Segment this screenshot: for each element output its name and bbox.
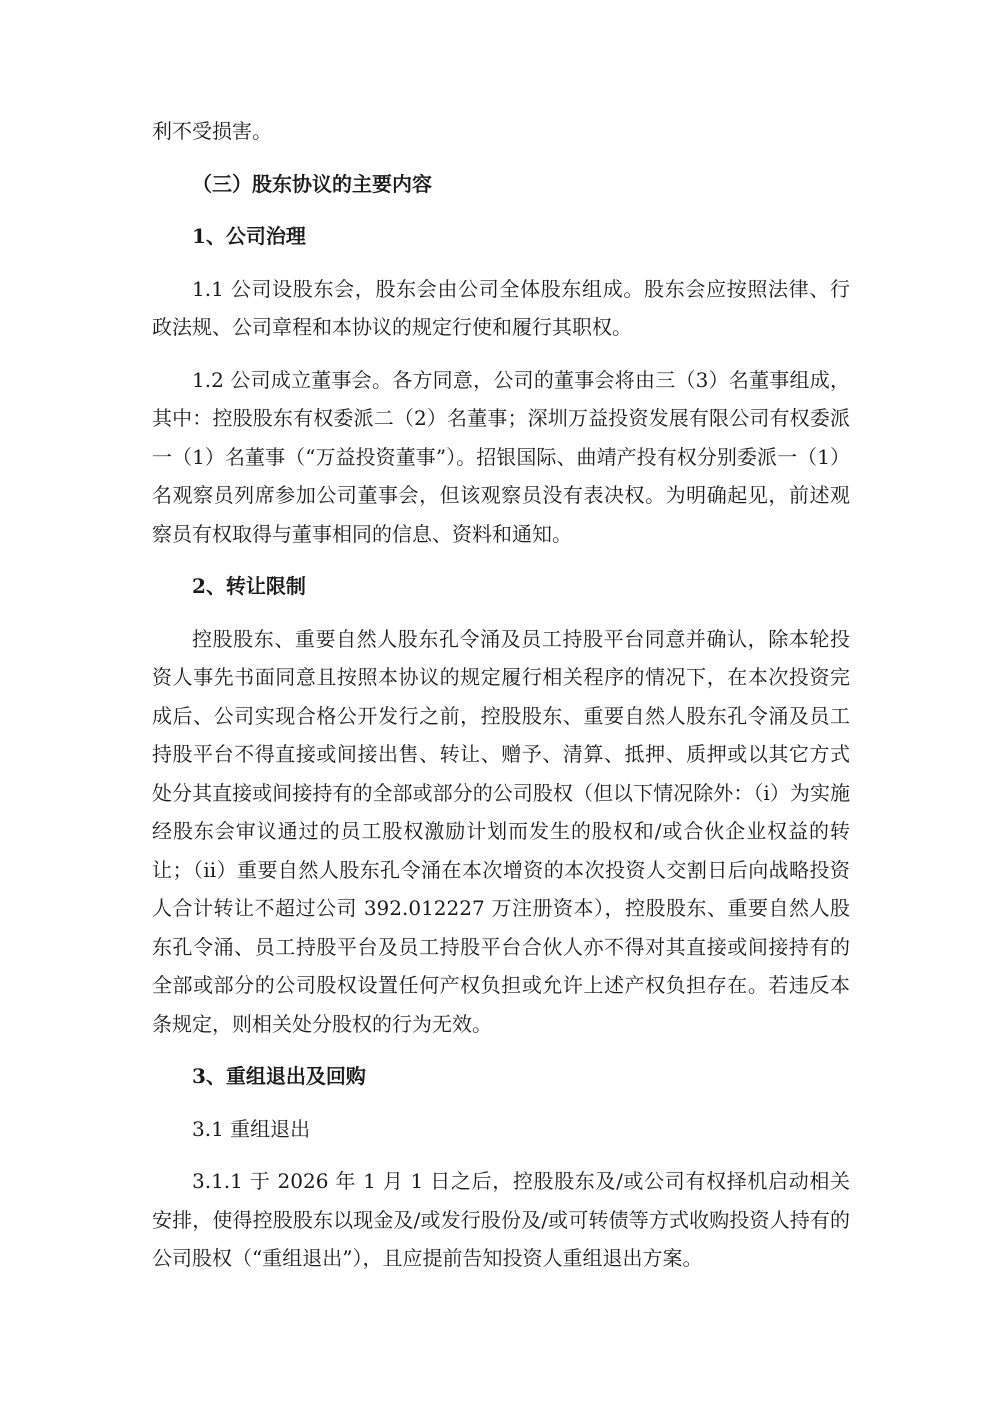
paragraph-1-1-shareholders-meeting: 1.1 公司设股东会，股东会由公司全体股东组成。股东会应按照法律、行政法规、公司章程和本协议的规定行使和履行其职权。 [152,276,850,339]
paragraph-1-2-board-of-directors: 1.2 公司成立董事会。各方同意，公司的董事会将由三（3）名董事组成，其中：控股股东有权委派二（2）名董事；深圳万益投资发展有限公司有权委派一（1）名董事（“万益投资董事”）。招银国际、曲靖产投有权分别委派一（1）名观察员列席参加公司董事会，但该观察员没有表决权。为明确起见，前述观察员有权取得与董事相同的信息、资料和通知。 [152,367,850,546]
paragraph-transfer-restrictions: 控股股东、重要自然人股东孔令涌及员工持股平台同意并确认，除本轮投资人事先书面同意且按照本协议的规定履行相关程序的情况下，在本次投资完成后、公司实现合格公开发行之前，控股股东、重要自然人股东孔令涌及员工持股平台不得直接或间接出售、转让、赠予、清算、抵押、质押或以其它方式处分其直接或间接持有的全部或部分的公司股权（但以下情况除外：（i）为实施经股东会审议通过的员工股权激励计划而发生的股权和/或合伙企业权益的转让；（ii）重要自然人股东孔令涌在本次增资的本次投资人交割日后向战略投资人合计转让不超过公司 392.012227 万注册资本），控股股东、重要自然人股东孔令涌、员工持股平台及员工持股平台合伙人亦不得对其直接或间接持有的全部或部分的公司股权设置任何产权负担或允许上述产权负担存在。若违反本条规定，则相关处分股权的行为无效。 [152,626,850,1036]
heading-restructuring-exit-buyback: 3、重组退出及回购 [192,1064,366,1088]
document-body [152,112,850,1278]
paragraph-3-1-restructuring-exit: 3.1 重组退出 [192,1116,311,1141]
heading-corporate-governance: 1、公司治理 [192,224,306,248]
paragraph-continuation: 利不受损害。 [152,119,272,143]
paragraph-3-1-1-exit-arrangement: 3.1.1 于 2026 年 1 月 1 日之后，控股股东及/或公司有权择机启动相关安排，使得控股股东以现金及/或发行股份及/或可转债等方式收购投资人持有的公司股权（“重组退出”），且应提前告知投资人重组退出方案。 [152,1169,850,1270]
heading-transfer-restrictions: 2、转让限制 [192,574,306,598]
section-heading-shareholder-agreement: （三）股东协议的主要内容 [192,171,432,196]
